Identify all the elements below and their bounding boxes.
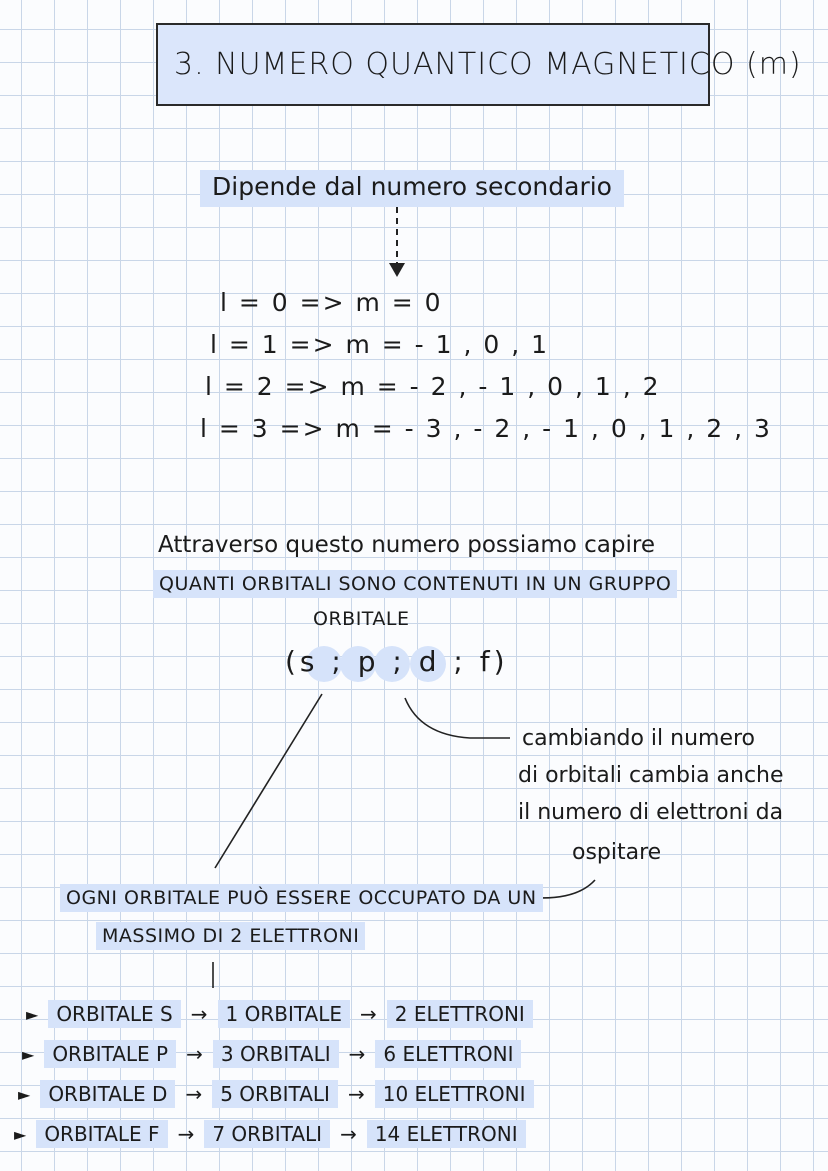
orbital-type: ORBITALE F bbox=[36, 1120, 167, 1148]
arrow-icon: → bbox=[347, 1082, 365, 1106]
triangle-bullet-icon: ► bbox=[14, 1124, 27, 1144]
orbital-electrons: 14 ELETTRONI bbox=[367, 1120, 526, 1148]
triangle-bullet-icon: ► bbox=[22, 1044, 35, 1064]
orbital-row-d bbox=[18, 1080, 534, 1108]
arrow-icon: → bbox=[348, 1042, 366, 1066]
orbital-count: 7 ORBITALI bbox=[204, 1120, 330, 1148]
orbital-electrons: 2 ELETTRONI bbox=[387, 1000, 533, 1028]
occupancy-line-1: OGNI ORBITALE PUÒ ESSERE OCCUPATO DA UN bbox=[60, 884, 543, 912]
orbital-row-s bbox=[26, 1000, 533, 1028]
orbital-count: 1 ORBITALE bbox=[218, 1000, 350, 1028]
caps-line-2: ORBITALE bbox=[313, 608, 410, 630]
intro-line: Attraverso questo numero possiamo capire bbox=[158, 532, 655, 558]
triangle-bullet-icon: ► bbox=[18, 1084, 31, 1104]
caps-line-1: QUANTI ORBITALI SONO CONTENUTI IN UN GRUPPO bbox=[153, 570, 677, 598]
side-note-line-1: cambiando il numero bbox=[522, 726, 756, 751]
orbital-row-f bbox=[14, 1120, 526, 1148]
side-note-line-2: di orbitali cambia anche bbox=[518, 763, 784, 788]
arrow-icon: → bbox=[185, 1082, 203, 1106]
orbital-electrons: 10 ELETTRONI bbox=[375, 1080, 534, 1108]
orbital-row-p bbox=[22, 1040, 521, 1068]
orbital-electrons: 6 ELETTRONI bbox=[375, 1040, 521, 1068]
arrow-icon: → bbox=[177, 1122, 195, 1146]
triangle-bullet-icon: ► bbox=[26, 1004, 39, 1024]
side-note-line-3: il numero di elettroni da bbox=[518, 800, 784, 825]
equation-l0: l = 0 => m = 0 bbox=[220, 288, 443, 317]
equation-l1: l = 1 => m = - 1 , 0 , 1 bbox=[210, 330, 550, 359]
orbital-type: ORBITALE D bbox=[40, 1080, 175, 1108]
orbital-count: 5 ORBITALI bbox=[212, 1080, 338, 1108]
orbital-type: ORBITALE P bbox=[44, 1040, 176, 1068]
occupancy-line-2: MASSIMO DI 2 ELETTRONI bbox=[96, 922, 365, 950]
arrow-icon: → bbox=[190, 1002, 208, 1026]
arrow-icon: → bbox=[359, 1002, 377, 1026]
orbital-count: 3 ORBITALI bbox=[213, 1040, 339, 1068]
orbital-type: ORBITALE S bbox=[48, 1000, 180, 1028]
dependency-note: Dipende dal numero secondario bbox=[200, 170, 624, 207]
page-title: 3. NUMERO QUANTICO MAGNETICO (m) bbox=[156, 23, 710, 106]
equation-l3: l = 3 => m = - 3 , - 2 , - 1 , 0 , 1 , 2 , 3 bbox=[200, 414, 772, 443]
orbital-groups: (s ; p ; d ; f) bbox=[285, 645, 509, 678]
equation-l2: l = 2 => m = - 2 , - 1 , 0 , 1 , 2 bbox=[205, 372, 661, 401]
arrow-icon: → bbox=[186, 1042, 203, 1066]
arrow-icon: → bbox=[340, 1122, 357, 1146]
side-note-line-4: ospitare bbox=[572, 840, 662, 865]
